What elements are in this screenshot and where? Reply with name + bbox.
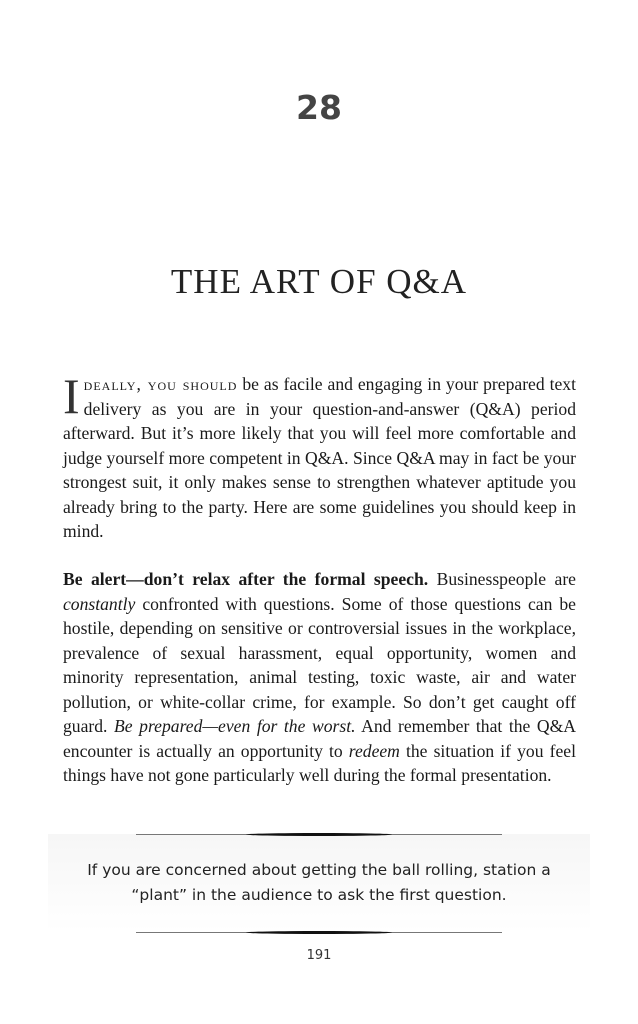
emphasis-constantly: constantly (63, 593, 136, 614)
paragraph-text: And remember that the Q&A encounter is actually an opportunity to (63, 716, 577, 761)
emphasis-be-prepared: Be prepared—even for the worst. (114, 716, 356, 736)
paragraph-text: confronted with questions. Some of those questions can be hostile, depending on sensitive or controversial issues in the workplace, prevalence of sexual harassment, equal opportunity, women and minority representation, animal testing, toxic waste, air and water pollution, or white-collar crime, for example. So don’t get caught off guard. (63, 593, 576, 736)
lead-smallcaps: deally, you should (83, 374, 238, 394)
intro-text: be as facile and engaging in your prepared text delivery as you are in your question-and-answer (Q&A) period afterward. But it’s more likely that you will feel more comfortable and judge yourself more competent in Q&A. Since Q&A may in fact be your strongest suit, it only makes sense to strengthen whatever aptitude you already bring to the party. Here are some guidelines you should keep in mind. (63, 374, 576, 541)
intro-paragraph (63, 368, 576, 544)
chapter-title: THE ART OF Q&A (170, 262, 468, 301)
chapter-number: 28 (296, 88, 342, 127)
tip-text: If you are concerned about getting the ball rolling, station a “plant” in the audience to ask the first question. (87, 861, 551, 904)
tip-top-rule (136, 834, 502, 835)
section-heading-be-alert: Be alert—don’t relax after the formal speech. (63, 569, 429, 589)
page-number: 191 (306, 948, 332, 963)
be-alert-paragraph (63, 567, 576, 788)
drop-cap: I (63, 368, 80, 424)
paragraph-text: the situation if you feel things have not gone particularly well during the formal presentation. (63, 740, 576, 785)
emphasis-redeem: redeem (348, 740, 400, 761)
paragraph-text: Businesspeople are (428, 569, 576, 589)
tip-bottom-rule (136, 932, 502, 933)
